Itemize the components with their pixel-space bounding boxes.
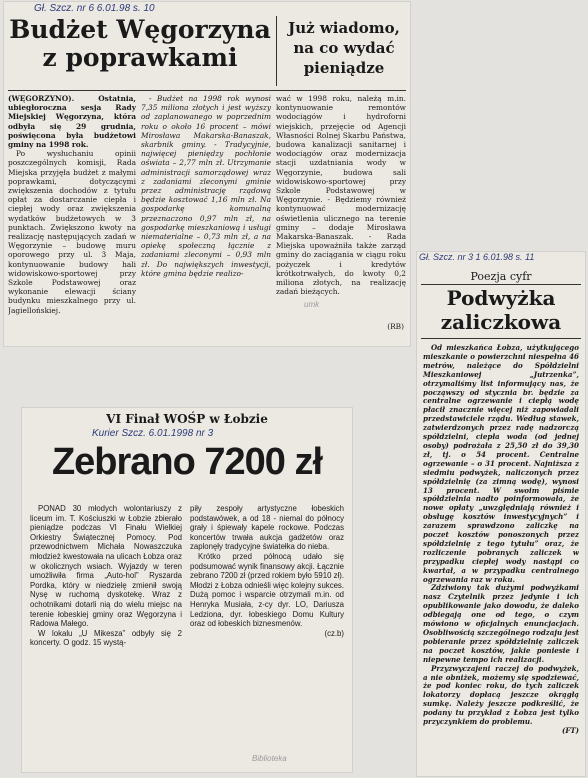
headline: Zebrano 7200 zł bbox=[51, 441, 323, 483]
paragraph: Zdziwiony tak dużymi podwyżkami nasz Czytelnik przez jedynie i ich opublikowanie jako dowodu, że daleko odbiegają one od tego, o czym mówiono w oficjalnych enuncjacjach. Osobliwością szczególnego rodzaju jest pobieranie przez spółdzielnię zaliczek na poczet kosztów, jakie poniesie i niepewne tempo ich realizacji. bbox=[423, 583, 579, 664]
paragraph: piły zespoły artystyczne łobeskich podstawówek, a od 18 - niemal do północy grały i śpiewały kapele rockowe. Podczas koncertów trwała aukcja gadżetów oraz zaplonęły tradycyjne światełka do nieba. bbox=[190, 504, 344, 552]
paragraph: W lokalu „U Mikesza” odbyły się 2 koncerty. O godz. 15 wystą- bbox=[30, 628, 182, 648]
paragraph: Przyzwyczajeni raczej do podwyżek, a nie obniżek, możemy się spodziewać, że pod koniec roku, do tych zaliczek lokatorzy dopłacą jeszcze okrągłą sumkę. Należy jeszcze podkreślić, że podany tu przykład z Łobza jest tylko przyczynkiem do problemu. bbox=[423, 663, 579, 727]
lead-paragraph: (WĘGORZYNO). Ostatnia, ubiegłoroczna sesja Rady Miejskiej Węgorzyna, która odbyła się 29 grudnia, poświęcona była budżetowi gminy na 1998 rok. bbox=[8, 94, 136, 150]
clipping-wosp bbox=[22, 408, 352, 772]
divider-horizontal bbox=[421, 284, 581, 285]
handwritten-note: Gł. Szcz. nr 3 1 6.01.98 s. 11 bbox=[419, 252, 535, 262]
paragraph: Po wysłuchaniu opinii poszczególnych komisji, Rada Miejska przyjęła budżet z małymi poprawkami, dotyczącymi zwiększenia dochodów z tytułu opłat za dostarczanie ciepła i ciepłej wody oraz zwiększenia wydatków budżetowych w 3 punktach. Zwiększono kwoty na realizację następujących zadań w Węgorzynie – budowę muru oporowego przy ul. 3 Maja, kontynuowanie budowy hali widowiskowo-sportowej przy Szkole Podstawowej oraz wykonanie elewacji ściany budynku mieszkalnego przy ul. Jagiellońskiej. bbox=[8, 149, 136, 315]
kicker: Poezja cyfr bbox=[470, 270, 532, 283]
headline: Podwyżka zaliczkowa bbox=[440, 286, 562, 334]
handwritten-note: Kurier Szcz. 6.01.1998 nr 3 bbox=[92, 428, 214, 439]
kicker: VI Finał WOŚP w Łobzie bbox=[106, 412, 268, 426]
clipping-heating bbox=[417, 252, 585, 776]
column-1 bbox=[8, 94, 136, 342]
paragraph: - Budżet na 1998 rok wynosi 7,35 miliona złotych i jest wyższy od zaplanowanego w poprzednim roku o około 16 procent – mówi Mirosława Makarska-Banaszak, skarbnik gminy. - Tradycyjnie, najwięcej pieniędzy pochłonie oświata – 2,77 mln zł. Utrzymanie administracji samorządowej wraz z zadaniami zleconymi gminie przez administrację rządową będzie kosztować 1,16 mln zł. Na gospodarkę komunalną przeznaczono 0,97 mln zł, na gospodarkę mieszkaniową i usługi niematerialne – 0,73 mln zł, a na opiekę społeczną łącznie z zadaniami zleconymi – 0,93 mln zł. Do największych inwestycji, które gmina będzie realizo- bbox=[141, 94, 271, 278]
signature: (FT) bbox=[561, 725, 579, 735]
sidebox-title: Już wiadomo, na co wydać pieniądze bbox=[288, 19, 400, 77]
column-3 bbox=[276, 94, 406, 330]
clipping-budget bbox=[4, 2, 410, 346]
signature: (RB) bbox=[387, 322, 404, 331]
column-2 bbox=[190, 504, 344, 768]
article-body bbox=[423, 344, 579, 772]
handwritten-note: Gł. Szcz. nr 6 6.01.98 s. 10 bbox=[34, 3, 155, 14]
paragraph: Krótko przed północą udało się podsumować wynik finansowy akcji. Łącznie zebrano 7200 zł (przed rokiem było 5910 zł). Młodzi z Łobza odnieśli więc kolejny sukces. Dużą pomoc i wsparcie otrzymali m.in. od Henryka Musiała, z-cy dyr. LO, Dariusza Ledziona, dyr. łobeskiego Domu Kultury oraz od łobeskich biznesmenów. bbox=[190, 551, 344, 629]
archive-stamp: Biblioteka bbox=[252, 754, 287, 763]
divider-vertical bbox=[276, 16, 277, 86]
column-1 bbox=[30, 504, 182, 768]
divider-horizontal bbox=[8, 90, 406, 91]
divider-horizontal bbox=[421, 338, 581, 339]
paragraph: wać w 1998 roku, należą m.in. kontynuowanie remontów wodociągów i hydroforni wiejskich, przejęcie od Agencji Własności Rolnej Skarbu Państwa, budowa kanalizacji sanitarnej i wodociągów oraz modernizacja stacji uzdatniania wody w Węgorzynie, budowa sali widowiskowo-sportowej przy Szkole Podstawowej w Węgorzynie. - Będziemy również kontynuować modernizację oświetlenia ulicznego na terenie gminy – dodaje Mirosława Makarska-Banaszak. - Rada Miejska upoważniła także zarząd gminy do zaciągania w ciągu roku pożyczek i kredytów krótkotrwałych, do kwoty 0,2 miliona złotych, na realizację zadań bieżących. bbox=[276, 94, 406, 297]
column-2 bbox=[141, 94, 271, 342]
signature: (cz.b) bbox=[324, 628, 344, 638]
paragraph: PONAD 30 młodych wolontariuszy z liceum im. T. Kościuszki w Łobzie zbierało pieniądze podczas VI Finału Wielkiej Orkiestry Świątecznej Pomocy. Pod przewodnictwem Michała Nowaszczuka młodzież kwestowała na ulicach Łobza oraz w okolicznych wsiach. Wyjazdy w teren umożliwiła firma „Auto-hol” Ryszarda Pordka, który w niedzielę zmienił swoją Nysę w ruchomą dyskotekę. Wraz z ochotnikami dotarli nią do wielu miejsc na terenie łobeskiej gminy oraz Węgorzyna i Radowa Małego. bbox=[30, 504, 182, 629]
paragraph: Od mieszkańca Łobza, użytkującego mieszkanie o powierzchni niespełna 46 metrów, należące do Spółdzielni Mieszkaniowej „Jutrzenka”, otrzymaliśmy list informujący nas, że począwszy od stycznia br. będzie za centralne ogrzewanie i ciepłą wodę płacił znacznie więcej niż zapowiadali przedstawiciele rządu. Według stawek, zatwierdzonych przez radę nadzorczą spółdzielni, ciepła woda (od jednej osoby) podrożała z 25,50 zł do 39,30 zł, tj. o 54 procent. Centralne ogrzewanie – o 31 procent. Najniższa z siedmiu podwyżek, naliczonych przez spółdzielnię (za zimną wodę), wynosi 13 procent. W swoim piśmie spółdzielnia nadto poinformowała, że nowe opłaty „uwzględniają również i obsługę kosztów inwestycyjnych” i zarazem sprawdzono zaliczkę na poczet kosztów ponoszonych przez spółdzielnię z tego tytułu” oraz, że rozliczenie pobranych zaliczek w przypadku ciepłej wody nastąpi co kwartał, a w przypadku centralnego ogrzewania raz w roku. bbox=[423, 344, 579, 584]
headline: Budżet Węgorzyna z poprawkami bbox=[9, 15, 271, 72]
archive-stamp: umk bbox=[304, 300, 320, 309]
